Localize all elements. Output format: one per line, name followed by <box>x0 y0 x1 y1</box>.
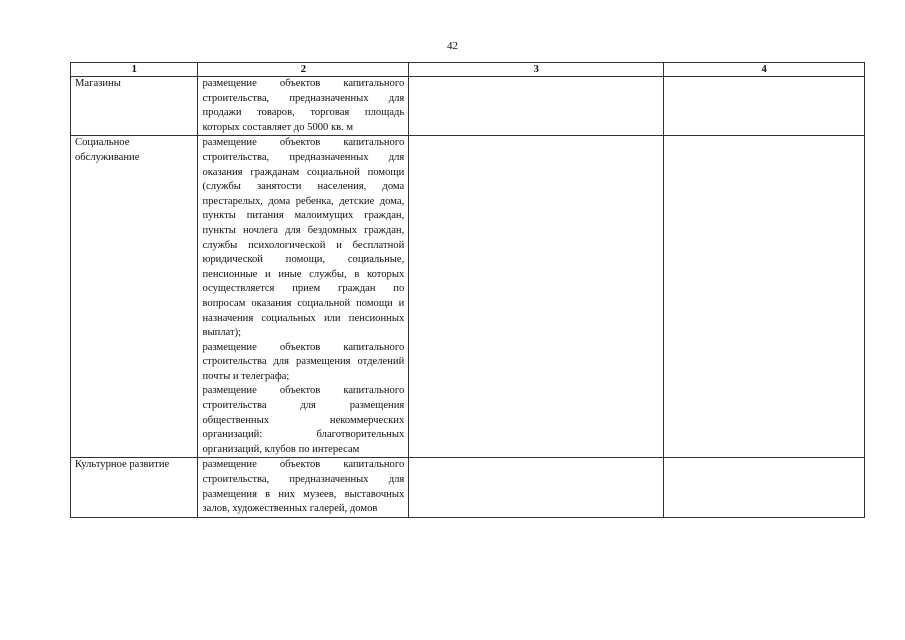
row-description <box>198 77 409 136</box>
row-name: Культурное развитие <box>71 458 198 517</box>
land-use-table <box>70 62 865 518</box>
row-col3 <box>409 136 664 458</box>
row-col4 <box>664 136 865 458</box>
column-header-3: 3 <box>409 63 664 77</box>
page-number: 42 <box>447 40 458 52</box>
column-header-1: 1 <box>71 63 198 77</box>
description-paragraph: размещение объектов капитального строительства для размещения отделений почты и телеграфа; <box>202 341 405 382</box>
row-name: Магазины <box>71 77 198 136</box>
column-header-4: 4 <box>664 63 865 77</box>
row-name: Социальное обслуживание <box>71 136 198 458</box>
row-col4 <box>664 458 865 517</box>
table-row <box>71 458 865 517</box>
table-header-row <box>71 63 865 77</box>
table-row <box>71 77 865 136</box>
description-paragraph: размещение объектов капитального строительства, предназначенных для размещения в них музеев, выставочных залов, художественных галерей, домов <box>202 459 405 515</box>
row-col3 <box>409 458 664 517</box>
description-paragraph: размещение объектов капитального строительства для размещения общественных некоммерческих организаций: благотворительных организаций, клубов по интересам <box>202 385 405 455</box>
row-col3 <box>409 77 664 136</box>
description-paragraph: размещение объектов капитального строительства, предназначенных для продажи товаров, торговая площадь которых составляет до 5000 кв. м <box>202 78 405 133</box>
row-description <box>198 136 409 458</box>
row-col4 <box>664 77 865 136</box>
description-paragraph: размещение объектов капитального строительства, предназначенных для оказания гражданам социальной помощи (службы занятости населения, дома престарелых, дома ребенка, детские дома, пункты питания малоимущих граждан, пункты ночлега для бездомных граждан, службы психологической и бесплатной юридической помощи, социальные, пенсионные и иные службы, в которых осуществляется прием граждан по вопросам оказания социальной помощи и назначения социальных или пенсионных выплат); <box>202 137 405 339</box>
row-description <box>198 458 409 517</box>
table-row <box>71 136 865 458</box>
column-header-2: 2 <box>198 63 409 77</box>
